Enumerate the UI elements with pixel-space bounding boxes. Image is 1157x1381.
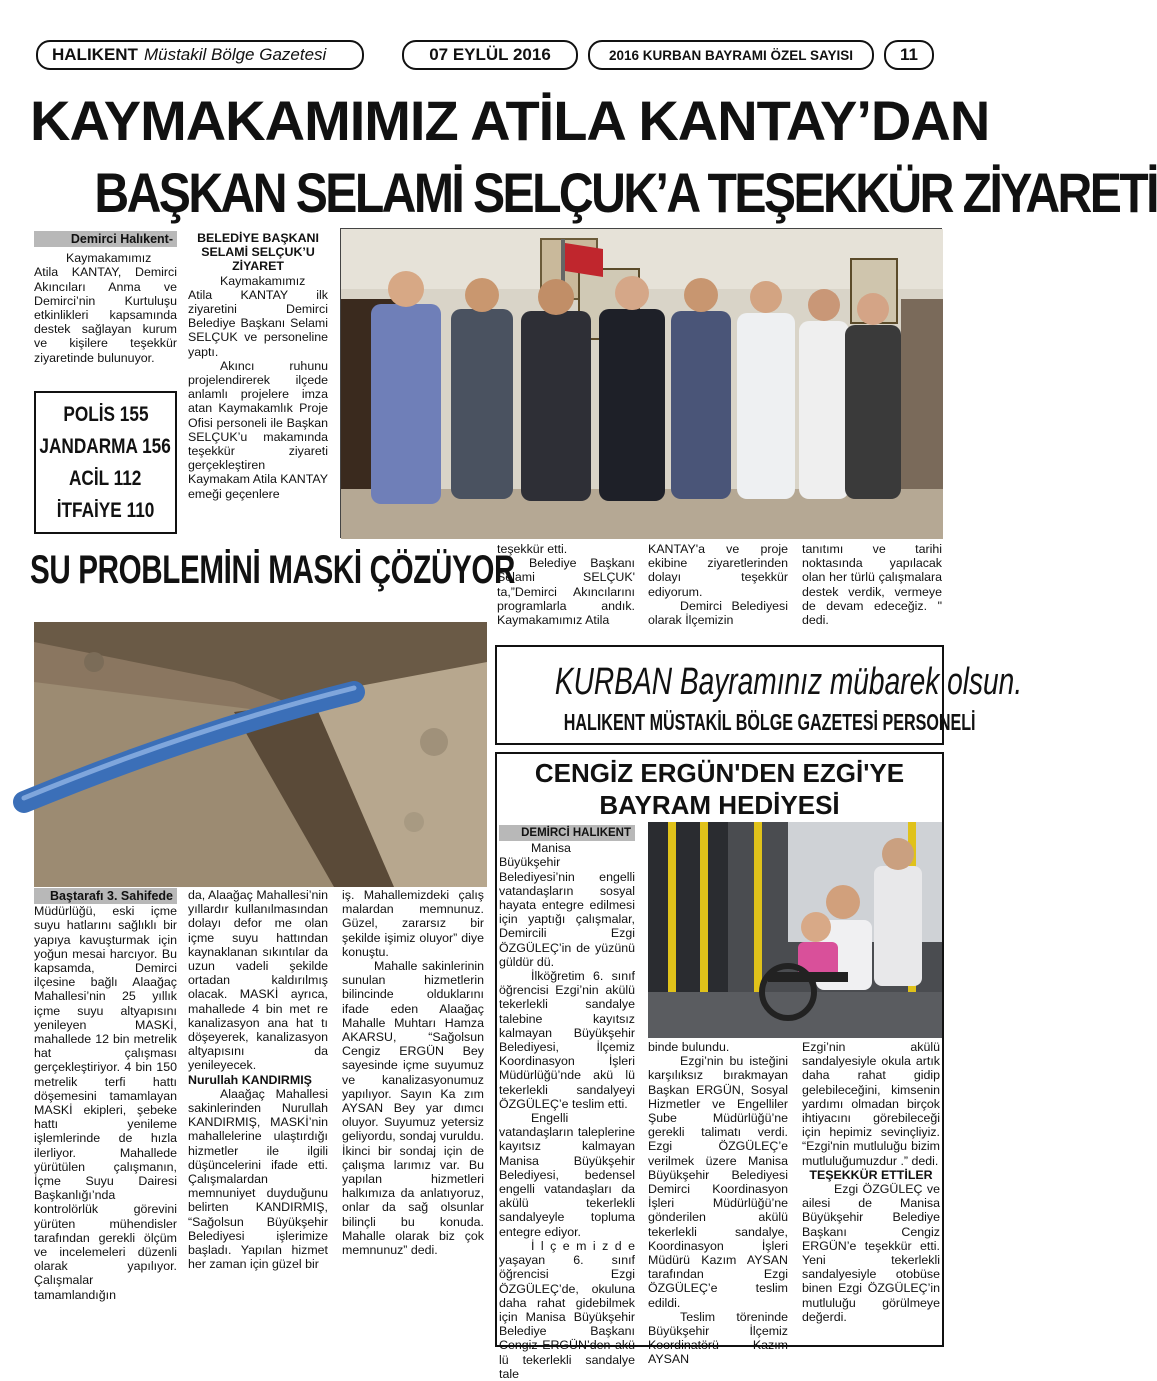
edition-label: 2016 KURBAN BAYRAMI ÖZEL SAYISI bbox=[588, 40, 874, 70]
ezgi-headline-line2: BAYRAM HEDİYESİ bbox=[599, 790, 840, 820]
water-story-col1: Baştarafı 3. Sahifede Müdürlüğü, eski içme suyu hatlarını sağlıklı bir yapıya kavuşturmak için yoğun mesai harcıyor. Bu kapsamda, Demirci ilçesine bağlı Alaağaç Mahallesi’nin 25 yıllık içme suyu altyapısını yenileyen MASKİ, mahallede 12 bin metrelik hat çalışması gerçekleştiriyor. 4 bin 150 metrelik terfi hattı döşemesini tamamlayan MASKİ ekipleri, şebeke hattı yenileme işlemlerinde de hızla ilerliyor. Mahallede yürütülen çalışmanın, İçme Suyu Dairesi Başkanlığı’nda kontrolörlük görevini yürüten mühendisler tarafından gerekli ölçüm ve incelemeleri düzenli olarak yapılıyor. Çalışmalar tamamlandığın bbox=[34, 889, 177, 1302]
visit-group-photo bbox=[340, 228, 942, 538]
main-story-col2 bbox=[188, 231, 328, 501]
ezgi-story-kicker: DEMİRCİ HALIKENT bbox=[499, 825, 635, 841]
water-story-subhead: Nurullah KANDIRMIŞ bbox=[188, 1072, 312, 1087]
issue-date: 07 EYLÜL 2016 bbox=[402, 40, 578, 70]
water-story-col3: iş. Mahallemizdeki çalış malardan memnunuz. Güzel, zararsız bir şekilde işimiz oluyor” diye konuştu. Mahalle sakinlerinin sunulan hizmetlerin bilincinde olduklarını ifade eden Alaağaç Mahalle Muhtarı Hamza AKARSU, “Sağolsun Cengiz ERGÜN Bey sayesinde içme suyumuz ve kanalizasyonumuz yapılıyor. Sayın Ka zım AYSAN Bey yar dımcı oluyor. Suyumuz yetersiz geliyordu, sondaj vuruldu. İkinci bir sondaj için de çalışma larımız var. Bu yapılan hizmetleri halkımıza da anlatıyoruz, onlar da sağ olsunlar bilinçli bu konuda. Mahalle olarak biz çok memnunuz” dedi. bbox=[342, 888, 484, 1258]
main-story-col2-p1: Kaymakamımız Atila KANTAY ilk ziyaretini Demirci Belediye Başkanı Selami SELÇUK ve personeline yaptı. bbox=[188, 273, 328, 359]
visit-group-photo-illustration bbox=[341, 229, 943, 539]
ezgi-story-subhead: TEŞEKKÜR ETTİLER bbox=[809, 1167, 933, 1182]
main-story-intro: Kaymakamımız Atila KANTAY, Demirci Akıncıları Anma ve Demirci’nin Kurtuluşu etkinlikleri kapsamında destek sağlayan kurum ve kişilere teşekkür ziyaretinde bulunuyor. bbox=[34, 251, 177, 365]
bayram-greeting-box bbox=[495, 645, 1023, 745]
main-story-cont-col3: tanıtımı ve tarihi noktasında yapılacak olan her türlü çalışmalara destek verdik, vermeye de devam edeceğiz. " dedi. bbox=[802, 542, 942, 628]
wheelchair-bus-photo-illustration bbox=[648, 822, 942, 1038]
ezgi-story-col2: binde bulundu. Ezgi’nin bu isteğini karşılıksız bırakmayan Başkan ERGÜN, Sosyal Hizmetler ve Engelliler Şube Müdürlüğü’ne gerekli talimatı verdi. Ezgi ÖZGÜLEÇ’e verilmek üzere Manisa Büyükşehir Belediyesi Demirci Koordinasyon İşleri Müdürlüğü’ne gönderilen akülü tekerlekli sandalye, Koordinasyon İşleri Müdürü Kazım AYSAN tarafından Ezgi ÖZGÜLEÇ’e teslim edildi. Teslim töreninde Büyükşehir İlçemiz Koordinatörü Kazım AYSAN bbox=[648, 1040, 788, 1367]
ezgi-story-col3: Ezgi’nin akülü sandalyesiyle okula artık daha rahat gidip gelebileceğini, kimsenin yardımı olmadan birçok ihtiyacını görebileceği için hepimiz sevinçliyiz. “Ezgi'nin mutluluğu bizim mutluluğumuzdur .” dedi. TEŞEKKÜR ETTİLER Ezgi ÖZGÜLEÇ ve ailesi de Manisa Büyükşehir Belediye Başkanı Cengiz ERGÜN’e teşekkür etti. Yeni tekerlekli sandalyesiyle otobüse binen Ezgi ÖZGÜLEÇ’in mutluluğu görülmeye değerdi. bbox=[802, 1040, 940, 1324]
water-pipe-photo bbox=[34, 622, 487, 887]
water-pipe-photo-illustration bbox=[34, 622, 487, 887]
paper-name-bold: HALIKENT bbox=[52, 45, 138, 64]
main-story-cont-col2: KANTAY'a ve proje ekibine ziyaretlerinden dolayı teşekkür ediyorum. Demirci Belediyesi olarak İlçemizin bbox=[648, 542, 788, 628]
bayram-greeting-line2: HALIKENT MÜSTAKİL BÖLGE GAZETESİ PERSONELİ bbox=[563, 709, 976, 735]
main-story-cont-col1: teşekkür etti. Belediye Başkanı Selami SELÇUK' ta,”Demirci Akıncılarını programlarla andık. Kaymakamımız Atila bbox=[497, 542, 635, 628]
ezgi-headline-line1: CENGİZ ERGÜN'DEN EZGİ'YE bbox=[534, 758, 905, 788]
water-story-col2: da, Alaağaç Mahallesi’nin yıllardır kullanılmasından dolayı defor me olan içme suyu hattından kaynaklanan sıkıntılar da uzun vadeli şekilde ortadan kaldırılmış olacak. MASKİ ayrıca, mahallede 4 bin met re kanalizasyon ana hat tı döşeyerek, kanalizasyon altyapısını da yenileyecek. Nurullah KANDIRMIŞ Alaağaç Mahallesi sakinlerinden Nurullah KANDIRMIŞ, MASKİ’nin mahallelerine ulaştırdığı hizmetler ile ilgili düşüncelerini ifade etti. Çalışmalardan memnuniyet duyduğunu belirten KANDIRMIŞ, “Sağolsun Büyükşehir Belediyesi işlerimize başladı. Yapılan hizmet her zaman için güzel bir bbox=[188, 888, 328, 1272]
water-story-headline: SU PROBLEMİNİ MASKİ ÇÖZÜYOR bbox=[30, 548, 516, 592]
emergency-fire: İTFAİYE 110 bbox=[56, 498, 155, 522]
emergency-numbers-box bbox=[34, 391, 177, 534]
water-story-kicker: Baştarafı 3. Sahifede bbox=[34, 888, 177, 904]
emergency-police: POLİS 155 bbox=[62, 402, 149, 426]
main-headline-line2: BAŞKAN SELAMİ SELÇUK’A TEŞEKKÜR ZİYARETİ bbox=[94, 161, 1157, 224]
bayram-greeting-line1: KURBAN Bayramınız mübarek olsun. bbox=[554, 661, 1023, 703]
page-number: 11 bbox=[884, 40, 934, 70]
main-headline-line1: KAYMAKAMIMIZ ATİLA KANTAY’DAN bbox=[30, 89, 990, 152]
main-story-col1 bbox=[34, 231, 177, 365]
main-story-subhead: BELEDİYE BAŞKANI SELAMİ SELÇUK’U ZİYARET bbox=[197, 231, 319, 274]
ezgi-story-col1: DEMİRCİ HALIKENT Manisa Büyükşehir Belediyesi’nin engelli vatandaşların sosyal hayata entegre edilmesi için yaptığı çalışmalar, Demircili Ezgi ÖZGÜLEÇ’in de yüzünü güldür dü. İlköğretim 6. sınıf öğrencisi Ezgi’nin akülü tekerlekli sandalye talebine kayıtsız kalmayan Büyükşehir Belediyesi, İlçemiz Koordinasyon İşleri Müdürlüğü’nde akü lü tekerlekli sandalyeyi ÖZGÜLEÇ’e teslim etti. Engelli vatandaşların taleplerine kayıtsız kalmayan Manisa Büyükşehir Belediyesi, bedensel engelli vatandaşları da akülü tekerlekli sandalyeyle topluma entegre ediyor. İ l ç e m i z d e yaşayan 6. sınıf öğrencisi Ezgi ÖZGÜLEÇ’de, okuluna daha rahat gidebilmek için Manisa Büyükşehir Belediye Başkanı Cengiz ERGÜN’den akü lü tekerlekli sandalye tale bbox=[499, 827, 635, 1381]
main-story-kicker: Demirci Halıkent- bbox=[34, 231, 177, 247]
paper-name-italic: Müstakil Bölge Gazetesi bbox=[143, 45, 327, 64]
wheelchair-bus-photo bbox=[648, 822, 942, 1038]
emergency-ambulance: ACİL 112 bbox=[69, 466, 142, 490]
main-story-col2-p2: Akıncı ruhunu projelendirerek ilçede anlamlı projelere imza atan Kaymakamlık Proje Ofisi personeli ile Başkan SELÇUK’u makamında teşekkür ziyareti gerçekleştiren Kaymakam Atila KANTAY emeği geçenlere bbox=[188, 358, 329, 501]
emergency-gendarmerie: JANDARMA 156 bbox=[39, 434, 172, 458]
paper-name bbox=[36, 40, 364, 70]
